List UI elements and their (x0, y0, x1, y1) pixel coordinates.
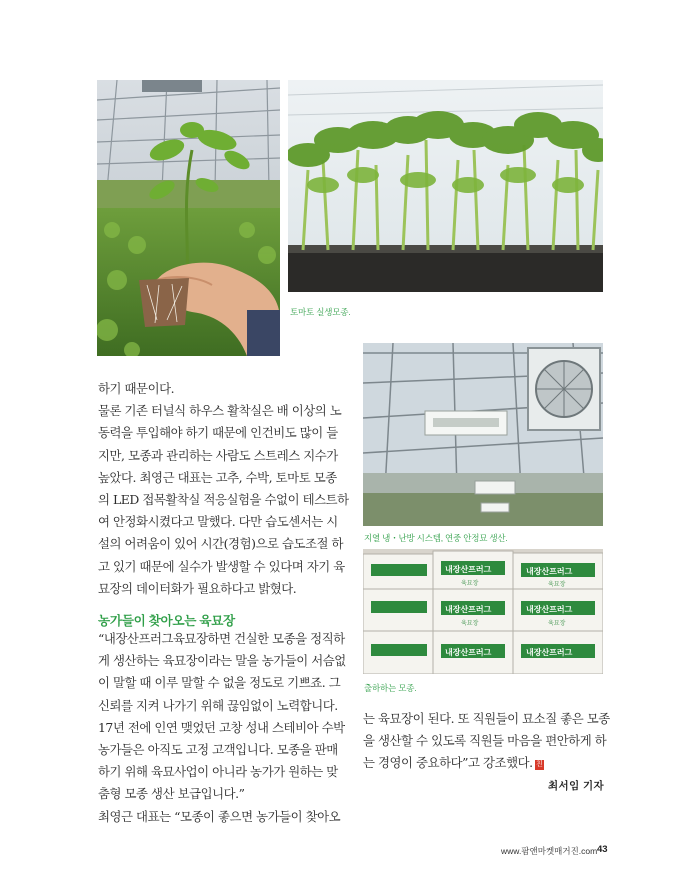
text-line: 최영근 대표는 “모종이 좋으면 농가들이 찾아오 (98, 808, 341, 824)
tomato-seedlings-photo (288, 80, 603, 292)
boxes-caption: 출하하는 모종. (364, 683, 417, 693)
text-line: 농가들은 아직도 고정 고객입니다. 모종을 판매 (98, 742, 338, 758)
page-number: 43 (597, 844, 608, 855)
text-line: “내장산프러그육묘장하면 건실한 모종을 정직하 (98, 631, 345, 646)
box-label: 내장산프러그 (526, 605, 573, 614)
left-paragraph-2 (98, 628, 346, 828)
box-label: 내장산프러그 (526, 567, 573, 576)
box-sub-label: 육묘장 (461, 580, 479, 587)
text-line: 이 말할 때 이루 말할 수 없을 정도로 기쁘죠. 그 (98, 675, 341, 691)
text-line: 을 생산할 수 있도록 직원들 마음을 편안하게 하 (363, 733, 607, 749)
text-line: 게 생산하는 육묘장이라는 말을 농가들이 서슴없 (98, 653, 346, 669)
box-label: 내장산프러그 (526, 648, 573, 657)
text-line: 하기 위해 육묘사업이 아니라 농가가 원하는 맞 (98, 764, 338, 780)
tomato-caption: 토마토 실생모종. (290, 307, 351, 317)
author-byline: 최서임 기자 (548, 780, 605, 792)
text-line: 높았다. 최영근 대표는 고추, 수박, 토마토 모종 (98, 469, 337, 485)
end-mark-icon: 친 (535, 761, 543, 769)
text-line: 고 있기 때문에 실수가 발생할 수 있다며 자기 육 (98, 558, 345, 574)
text-line: 는 육묘장이 된다. 또 직원들이 묘소질 좋은 모종 (363, 711, 610, 726)
boxes-photo (363, 549, 603, 674)
text-line: 묘장의 데이터화가 필요하다고 밝혔다. (98, 580, 297, 596)
box-sub-label: 육묘장 (461, 620, 479, 627)
left-paragraph-1 (98, 378, 349, 600)
section-subheading: 농가들이 찾아오는 육묘장 (98, 614, 235, 628)
text-line: 동력을 투입해야 하기 때문에 인건비도 많이 들 (98, 425, 338, 441)
text-line: 춤형 모종 생산 보급입니다.” (98, 786, 245, 802)
hand-seedling-photo (97, 80, 280, 356)
box-label: 내장산프러그 (445, 605, 492, 614)
text-line: 물론 기존 터널식 하우스 활착실은 배 이상의 노 (98, 403, 342, 419)
greenhouse-photo (363, 343, 603, 526)
text-line: 여 안정화시켰다고 말했다. 다만 습도센서는 시 (98, 514, 338, 530)
box-sub-label: 육묘장 (548, 581, 566, 588)
greenhouse-caption: 지열 냉・난방 시스템, 연중 안정묘 생산. (364, 533, 508, 543)
box-label: 내장산프러그 (445, 565, 492, 574)
text-line: 하기 때문이다. (98, 381, 175, 396)
box-label: 내장산프러그 (445, 648, 492, 657)
text-line: 는 경영이 중요하다”고 강조했다. (363, 755, 533, 771)
box-sub-label: 육묘장 (548, 620, 566, 627)
text-line: 17년 전에 인연 맺었던 고창 성내 스테비아 수박 (98, 719, 345, 735)
footer-url: www.팜앤마켓매거진.com (501, 846, 598, 856)
text-line: 신뢰를 지켜 나가기 위해 끊임없이 노력합니다. (98, 697, 338, 713)
text-line: 지만, 모종과 관리하는 사람도 스트레스 지수가 (98, 447, 338, 463)
text-line: 설의 어려움이 있어 시간(경험)으로 습도조절 하 (98, 536, 344, 552)
text-line: 의 LED 접목활착실 적응실험을 수없이 테스트하 (98, 492, 349, 508)
right-paragraph (363, 708, 610, 775)
